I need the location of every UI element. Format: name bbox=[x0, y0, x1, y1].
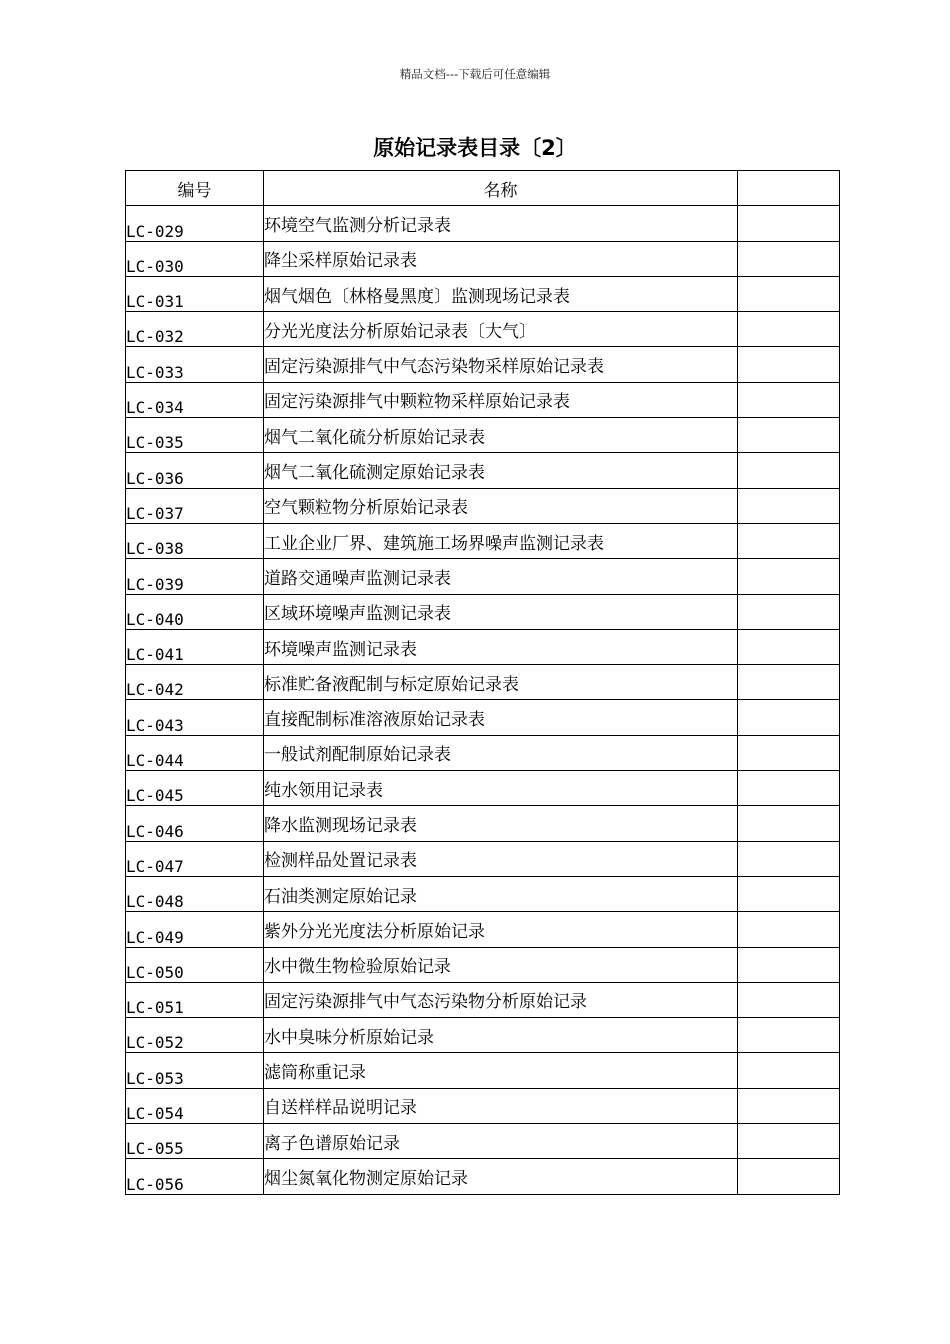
record-extra-cell bbox=[738, 1053, 840, 1088]
record-name-cell: 固定污染源排气中气态污染物分析原始记录 bbox=[264, 982, 738, 1017]
record-name-cell: 工业企业厂界、建筑施工场界噪声监测记录表 bbox=[264, 523, 738, 558]
table-row bbox=[126, 347, 840, 382]
table-row bbox=[126, 771, 840, 806]
record-name-cell: 滤筒称重记录 bbox=[264, 1053, 738, 1088]
record-code-cell: LC-037 bbox=[126, 488, 264, 523]
table-row bbox=[126, 876, 840, 911]
record-name-cell: 环境空气监测分析记录表 bbox=[264, 206, 738, 241]
record-extra-cell bbox=[738, 912, 840, 947]
column-header-name: 名称 bbox=[264, 171, 738, 206]
record-extra-cell bbox=[738, 1018, 840, 1053]
record-name-cell: 纯水领用记录表 bbox=[264, 771, 738, 806]
column-header-extra bbox=[738, 171, 840, 206]
record-code-cell: LC-046 bbox=[126, 806, 264, 841]
record-code-cell: LC-042 bbox=[126, 665, 264, 700]
table-row bbox=[126, 629, 840, 664]
record-code-cell: LC-050 bbox=[126, 947, 264, 982]
record-extra-cell bbox=[738, 876, 840, 911]
document-title: 原始记录表目录〔2〕 bbox=[373, 136, 577, 160]
record-extra-cell bbox=[738, 806, 840, 841]
record-code-cell: LC-035 bbox=[126, 418, 264, 453]
record-name-cell: 道路交通噪声监测记录表 bbox=[264, 559, 738, 594]
records-table bbox=[125, 170, 840, 1195]
record-code-cell: LC-032 bbox=[126, 312, 264, 347]
record-extra-cell bbox=[738, 841, 840, 876]
record-extra-cell bbox=[738, 947, 840, 982]
record-extra-cell bbox=[738, 523, 840, 558]
record-extra-cell bbox=[738, 453, 840, 488]
record-name-cell: 一般试剂配制原始记录表 bbox=[264, 735, 738, 770]
record-name-cell: 区域环境噪声监测记录表 bbox=[264, 594, 738, 629]
record-extra-cell bbox=[738, 206, 840, 241]
table-row bbox=[126, 312, 840, 347]
table-row bbox=[126, 241, 840, 276]
table-row bbox=[126, 418, 840, 453]
record-extra-cell bbox=[738, 418, 840, 453]
record-code-cell: LC-041 bbox=[126, 629, 264, 664]
record-code-cell: LC-047 bbox=[126, 841, 264, 876]
record-name-cell: 石油类测定原始记录 bbox=[264, 876, 738, 911]
table-row bbox=[126, 912, 840, 947]
record-extra-cell bbox=[738, 982, 840, 1017]
table-row bbox=[126, 1159, 840, 1194]
table-row bbox=[126, 559, 840, 594]
record-name-cell: 直接配制标准溶液原始记录表 bbox=[264, 700, 738, 735]
table-row bbox=[126, 700, 840, 735]
table-row bbox=[126, 206, 840, 241]
record-extra-cell bbox=[738, 312, 840, 347]
record-name-cell: 固定污染源排气中颗粒物采样原始记录表 bbox=[264, 382, 738, 417]
record-extra-cell bbox=[738, 347, 840, 382]
record-code-cell: LC-045 bbox=[126, 771, 264, 806]
record-code-cell: LC-055 bbox=[126, 1124, 264, 1159]
record-name-cell: 固定污染源排气中气态污染物采样原始记录表 bbox=[264, 347, 738, 382]
record-code-cell: LC-033 bbox=[126, 347, 264, 382]
record-code-cell: LC-044 bbox=[126, 735, 264, 770]
record-code-cell: LC-034 bbox=[126, 382, 264, 417]
record-code-cell: LC-030 bbox=[126, 241, 264, 276]
table-row bbox=[126, 806, 840, 841]
record-name-cell: 空气颗粒物分析原始记录表 bbox=[264, 488, 738, 523]
record-extra-cell bbox=[738, 700, 840, 735]
record-name-cell: 紫外分光光度法分析原始记录 bbox=[264, 912, 738, 947]
record-name-cell: 降水监测现场记录表 bbox=[264, 806, 738, 841]
record-name-cell: 离子色谱原始记录 bbox=[264, 1124, 738, 1159]
record-extra-cell bbox=[738, 382, 840, 417]
column-header-code: 编号 bbox=[126, 171, 264, 206]
record-extra-cell bbox=[738, 241, 840, 276]
table-header-row bbox=[126, 171, 840, 206]
table-row bbox=[126, 1124, 840, 1159]
table-row bbox=[126, 665, 840, 700]
table-body bbox=[126, 206, 840, 1194]
record-code-cell: LC-056 bbox=[126, 1159, 264, 1194]
record-extra-cell bbox=[738, 488, 840, 523]
table-row bbox=[126, 982, 840, 1017]
table-row bbox=[126, 382, 840, 417]
record-name-cell: 标准贮备液配制与标定原始记录表 bbox=[264, 665, 738, 700]
record-code-cell: LC-053 bbox=[126, 1053, 264, 1088]
record-code-cell: LC-048 bbox=[126, 876, 264, 911]
record-extra-cell bbox=[738, 771, 840, 806]
record-extra-cell bbox=[738, 735, 840, 770]
record-extra-cell bbox=[738, 629, 840, 664]
page-header-note: 精品文档---下载后可任意编辑 bbox=[399, 67, 551, 81]
record-name-cell: 自送样样品说明记录 bbox=[264, 1088, 738, 1123]
table-row bbox=[126, 1018, 840, 1053]
table-row bbox=[126, 488, 840, 523]
record-code-cell: LC-038 bbox=[126, 523, 264, 558]
record-name-cell: 水中臭味分析原始记录 bbox=[264, 1018, 738, 1053]
record-code-cell: LC-052 bbox=[126, 1018, 264, 1053]
record-extra-cell bbox=[738, 1124, 840, 1159]
record-code-cell: LC-039 bbox=[126, 559, 264, 594]
record-name-cell: 分光光度法分析原始记录表〔大气〕 bbox=[264, 312, 738, 347]
table-row bbox=[126, 1088, 840, 1123]
record-name-cell: 烟气烟色〔林格曼黑度〕监测现场记录表 bbox=[264, 276, 738, 311]
record-name-cell: 检测样品处置记录表 bbox=[264, 841, 738, 876]
record-code-cell: LC-040 bbox=[126, 594, 264, 629]
table-row bbox=[126, 947, 840, 982]
record-extra-cell bbox=[738, 276, 840, 311]
table-row bbox=[126, 276, 840, 311]
record-name-cell: 降尘采样原始记录表 bbox=[264, 241, 738, 276]
record-code-cell: LC-029 bbox=[126, 206, 264, 241]
record-code-cell: LC-051 bbox=[126, 982, 264, 1017]
table-row bbox=[126, 594, 840, 629]
record-extra-cell bbox=[738, 1159, 840, 1194]
record-code-cell: LC-031 bbox=[126, 276, 264, 311]
record-code-cell: LC-043 bbox=[126, 700, 264, 735]
table-row bbox=[126, 453, 840, 488]
record-code-cell: LC-054 bbox=[126, 1088, 264, 1123]
record-name-cell: 烟气二氧化硫测定原始记录表 bbox=[264, 453, 738, 488]
record-name-cell: 烟气二氧化硫分析原始记录表 bbox=[264, 418, 738, 453]
record-name-cell: 水中微生物检验原始记录 bbox=[264, 947, 738, 982]
record-extra-cell bbox=[738, 1088, 840, 1123]
record-extra-cell bbox=[738, 594, 840, 629]
table-row bbox=[126, 523, 840, 558]
table-row bbox=[126, 841, 840, 876]
record-extra-cell bbox=[738, 559, 840, 594]
record-code-cell: LC-049 bbox=[126, 912, 264, 947]
record-code-cell: LC-036 bbox=[126, 453, 264, 488]
record-extra-cell bbox=[738, 665, 840, 700]
record-name-cell: 环境噪声监测记录表 bbox=[264, 629, 738, 664]
record-name-cell: 烟尘氮氧化物测定原始记录 bbox=[264, 1159, 738, 1194]
table-row bbox=[126, 1053, 840, 1088]
table-row bbox=[126, 735, 840, 770]
